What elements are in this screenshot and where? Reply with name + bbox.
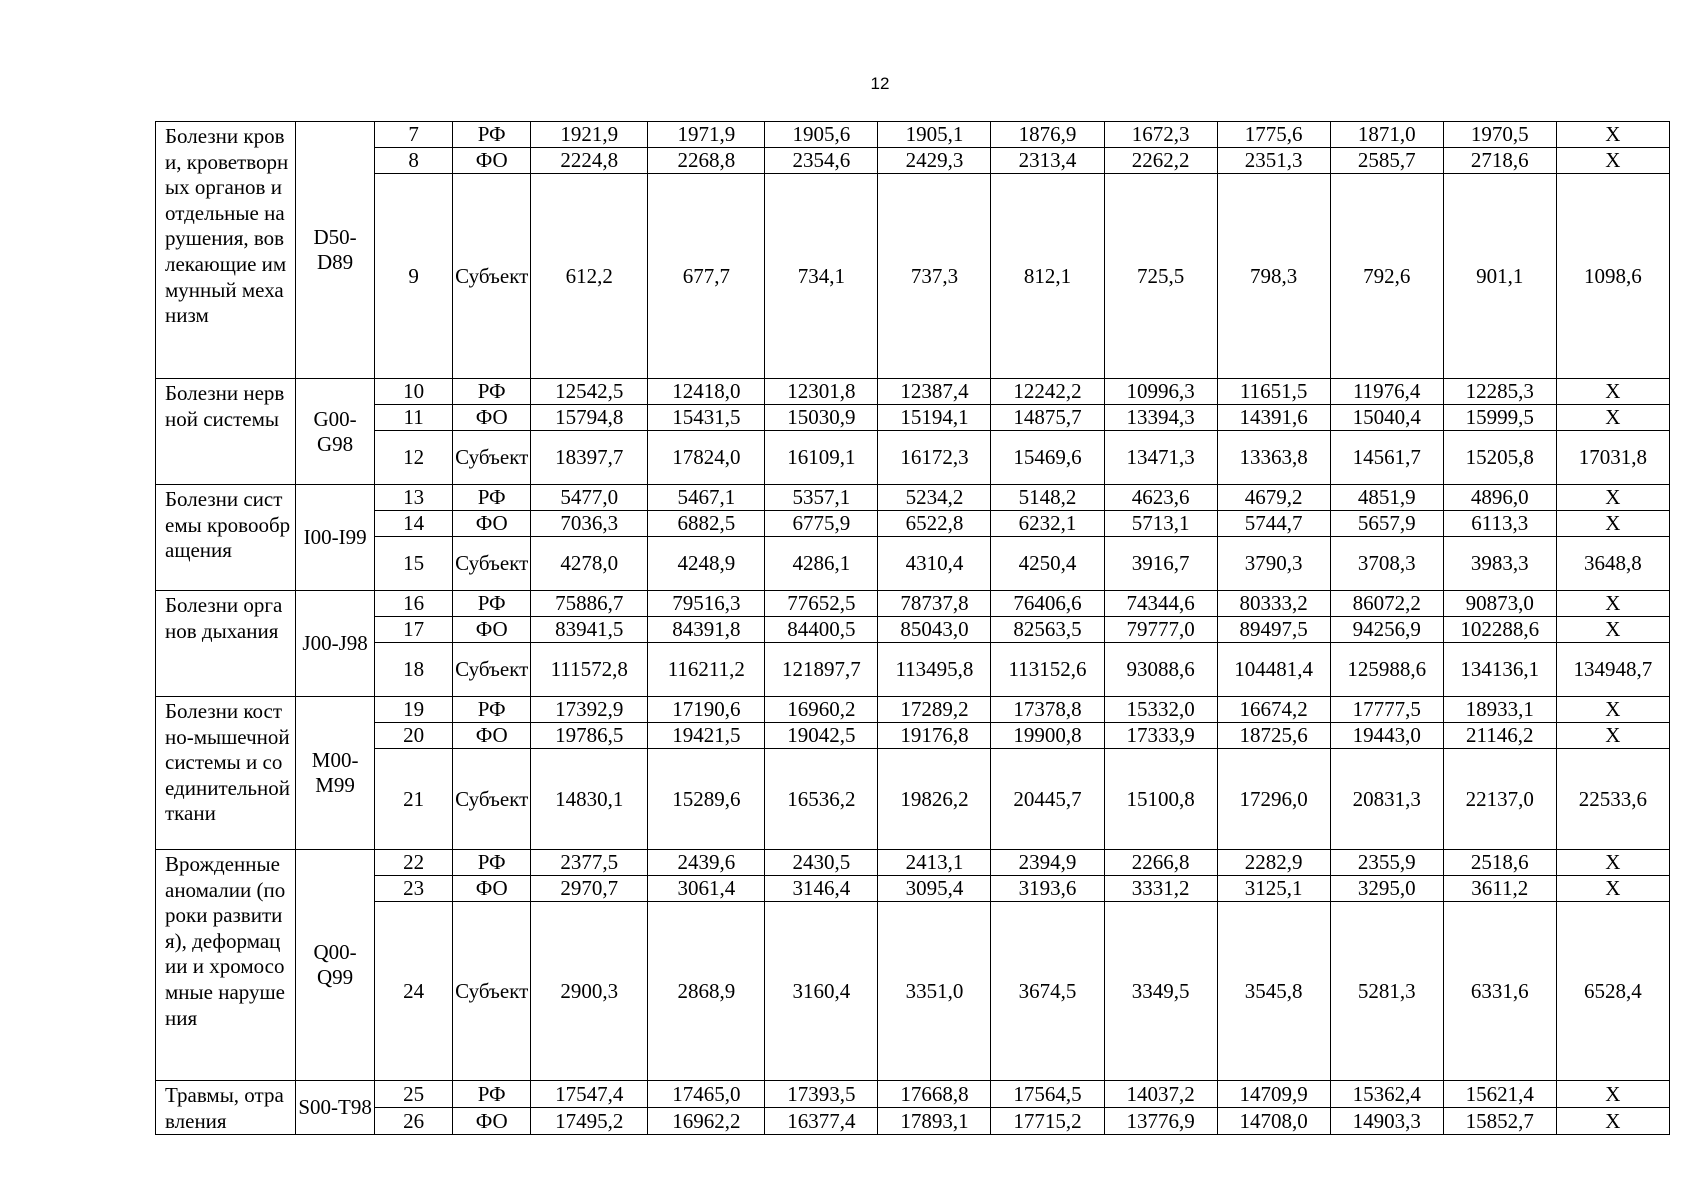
- value-cell: 125988,6: [1330, 643, 1443, 697]
- value-cell: 5357,1: [765, 485, 878, 511]
- value-cell: 17378,8: [991, 697, 1104, 723]
- disease-group-name: Болезни нервной системы: [156, 379, 296, 485]
- value-cell: 82563,5: [991, 617, 1104, 643]
- value-cell: 11651,5: [1217, 379, 1330, 405]
- value-cell: X: [1556, 723, 1669, 749]
- table-row: [156, 643, 1670, 697]
- value-cell: 2718,6: [1443, 148, 1556, 174]
- value-cell: 12285,3: [1443, 379, 1556, 405]
- value-cell: 2585,7: [1330, 148, 1443, 174]
- value-cell: 19786,5: [531, 723, 648, 749]
- value-cell: 12301,8: [765, 379, 878, 405]
- value-cell: 4248,9: [648, 537, 765, 591]
- value-cell: 3674,5: [991, 902, 1104, 1081]
- value-cell: 5657,9: [1330, 511, 1443, 537]
- value-cell: 14830,1: [531, 749, 648, 850]
- value-cell: 812,1: [991, 174, 1104, 379]
- row-number: 16: [375, 591, 453, 617]
- value-cell: 12387,4: [878, 379, 991, 405]
- row-number: 22: [375, 850, 453, 876]
- value-cell: 15030,9: [765, 405, 878, 431]
- value-cell: 901,1: [1443, 174, 1556, 379]
- table-row: [156, 591, 1670, 617]
- territory-level: Субъект: [453, 537, 531, 591]
- value-cell: 134948,7: [1556, 643, 1669, 697]
- value-cell: X: [1556, 876, 1669, 902]
- value-cell: 2354,6: [765, 148, 878, 174]
- value-cell: 17547,4: [531, 1081, 648, 1108]
- value-cell: 116211,2: [648, 643, 765, 697]
- value-cell: 3545,8: [1217, 902, 1330, 1081]
- value-cell: 4851,9: [1330, 485, 1443, 511]
- value-cell: 15621,4: [1443, 1081, 1556, 1108]
- row-number: 15: [375, 537, 453, 591]
- row-number: 10: [375, 379, 453, 405]
- row-number: 23: [375, 876, 453, 902]
- value-cell: 2900,3: [531, 902, 648, 1081]
- value-cell: 6882,5: [648, 511, 765, 537]
- value-cell: 725,5: [1104, 174, 1217, 379]
- value-cell: 1905,6: [765, 122, 878, 148]
- value-cell: 3095,4: [878, 876, 991, 902]
- value-cell: 2351,3: [1217, 148, 1330, 174]
- value-cell: 2430,5: [765, 850, 878, 876]
- disease-group-name: Врожденные аномалии (пороки развития), деформации и хромосомные нарушения: [156, 850, 296, 1081]
- value-cell: 14709,9: [1217, 1081, 1330, 1108]
- value-cell: 12542,5: [531, 379, 648, 405]
- value-cell: 75886,7: [531, 591, 648, 617]
- table-body: [156, 122, 1670, 1135]
- value-cell: X: [1556, 405, 1669, 431]
- value-cell: 2970,7: [531, 876, 648, 902]
- value-cell: 3790,3: [1217, 537, 1330, 591]
- value-cell: 17392,9: [531, 697, 648, 723]
- value-cell: 134136,1: [1443, 643, 1556, 697]
- value-cell: 5477,0: [531, 485, 648, 511]
- value-cell: 2268,8: [648, 148, 765, 174]
- table-row: [156, 174, 1670, 379]
- value-cell: 3983,3: [1443, 537, 1556, 591]
- value-cell: 13363,8: [1217, 431, 1330, 485]
- table-row: [156, 1081, 1670, 1108]
- value-cell: 6331,6: [1443, 902, 1556, 1081]
- value-cell: 6232,1: [991, 511, 1104, 537]
- row-number: 26: [375, 1108, 453, 1135]
- icd-code: M00-M99: [296, 697, 375, 850]
- value-cell: 4278,0: [531, 537, 648, 591]
- value-cell: 17564,5: [991, 1081, 1104, 1108]
- territory-level: ФО: [453, 405, 531, 431]
- value-cell: 15289,6: [648, 749, 765, 850]
- value-cell: 19421,5: [648, 723, 765, 749]
- value-cell: 2224,8: [531, 148, 648, 174]
- value-cell: 17465,0: [648, 1081, 765, 1108]
- value-cell: 17333,9: [1104, 723, 1217, 749]
- value-cell: 19176,8: [878, 723, 991, 749]
- value-cell: 15205,8: [1443, 431, 1556, 485]
- value-cell: 111572,8: [531, 643, 648, 697]
- value-cell: 80333,2: [1217, 591, 1330, 617]
- value-cell: 3295,0: [1330, 876, 1443, 902]
- value-cell: 3125,1: [1217, 876, 1330, 902]
- value-cell: 17289,2: [878, 697, 991, 723]
- value-cell: 5281,3: [1330, 902, 1443, 1081]
- value-cell: 14903,3: [1330, 1108, 1443, 1135]
- value-cell: 2313,4: [991, 148, 1104, 174]
- value-cell: 84391,8: [648, 617, 765, 643]
- value-cell: 798,3: [1217, 174, 1330, 379]
- disease-group-name: Болезни костно-мышечной системы и соединительной ткани: [156, 697, 296, 850]
- table-row: [156, 902, 1670, 1081]
- value-cell: 15794,8: [531, 405, 648, 431]
- value-cell: 2429,3: [878, 148, 991, 174]
- value-cell: 19042,5: [765, 723, 878, 749]
- value-cell: 89497,5: [1217, 617, 1330, 643]
- table-row: [156, 148, 1670, 174]
- value-cell: 612,2: [531, 174, 648, 379]
- value-cell: 15332,0: [1104, 697, 1217, 723]
- value-cell: 16377,4: [765, 1108, 878, 1135]
- value-cell: X: [1556, 122, 1669, 148]
- icd-code: I00-I99: [296, 485, 375, 591]
- icd-code: S00-T98: [296, 1081, 375, 1135]
- value-cell: 15362,4: [1330, 1081, 1443, 1108]
- value-cell: 2282,9: [1217, 850, 1330, 876]
- territory-level: РФ: [453, 485, 531, 511]
- value-cell: 5234,2: [878, 485, 991, 511]
- table-row: [156, 1108, 1670, 1135]
- value-cell: 4896,0: [1443, 485, 1556, 511]
- value-cell: 3708,3: [1330, 537, 1443, 591]
- value-cell: 16674,2: [1217, 697, 1330, 723]
- table-row: [156, 511, 1670, 537]
- value-cell: X: [1556, 485, 1669, 511]
- value-cell: 2377,5: [531, 850, 648, 876]
- territory-level: ФО: [453, 1108, 531, 1135]
- table-row: [156, 405, 1670, 431]
- value-cell: 11976,4: [1330, 379, 1443, 405]
- disease-group-name: Болезни органов дыхания: [156, 591, 296, 697]
- value-cell: 16536,2: [765, 749, 878, 850]
- value-cell: 77652,5: [765, 591, 878, 617]
- value-cell: 2518,6: [1443, 850, 1556, 876]
- territory-level: ФО: [453, 617, 531, 643]
- territory-level: Субъект: [453, 902, 531, 1081]
- value-cell: X: [1556, 591, 1669, 617]
- icd-code: J00-J98: [296, 591, 375, 697]
- value-cell: X: [1556, 617, 1669, 643]
- value-cell: 79516,3: [648, 591, 765, 617]
- value-cell: 17824,0: [648, 431, 765, 485]
- value-cell: X: [1556, 379, 1669, 405]
- territory-level: РФ: [453, 379, 531, 405]
- territory-level: ФО: [453, 723, 531, 749]
- value-cell: 2868,9: [648, 902, 765, 1081]
- disease-group-name: Болезни системы кровообращения: [156, 485, 296, 591]
- value-cell: 15040,4: [1330, 405, 1443, 431]
- value-cell: 1775,6: [1217, 122, 1330, 148]
- value-cell: 14561,7: [1330, 431, 1443, 485]
- value-cell: 1098,6: [1556, 174, 1669, 379]
- value-cell: 94256,9: [1330, 617, 1443, 643]
- row-number: 19: [375, 697, 453, 723]
- row-number: 21: [375, 749, 453, 850]
- value-cell: 20445,7: [991, 749, 1104, 850]
- territory-level: Субъект: [453, 174, 531, 379]
- value-cell: 17777,5: [1330, 697, 1443, 723]
- value-cell: X: [1556, 511, 1669, 537]
- row-number: 13: [375, 485, 453, 511]
- value-cell: 1970,5: [1443, 122, 1556, 148]
- value-cell: 18933,1: [1443, 697, 1556, 723]
- value-cell: 18725,6: [1217, 723, 1330, 749]
- value-cell: 85043,0: [878, 617, 991, 643]
- value-cell: 104481,4: [1217, 643, 1330, 697]
- value-cell: 121897,7: [765, 643, 878, 697]
- value-cell: 13394,3: [1104, 405, 1217, 431]
- row-number: 17: [375, 617, 453, 643]
- value-cell: 3160,4: [765, 902, 878, 1081]
- value-cell: 1672,3: [1104, 122, 1217, 148]
- territory-level: ФО: [453, 876, 531, 902]
- value-cell: 3146,4: [765, 876, 878, 902]
- table-row: [156, 379, 1670, 405]
- table-row: [156, 850, 1670, 876]
- value-cell: 17893,1: [878, 1108, 991, 1135]
- value-cell: 74344,6: [1104, 591, 1217, 617]
- value-cell: 4310,4: [878, 537, 991, 591]
- value-cell: 20831,3: [1330, 749, 1443, 850]
- value-cell: 3611,2: [1443, 876, 1556, 902]
- value-cell: 15469,6: [991, 431, 1104, 485]
- icd-code: D50-D89: [296, 122, 375, 379]
- row-number: 25: [375, 1081, 453, 1108]
- value-cell: 22533,6: [1556, 749, 1669, 850]
- disease-group-name: Болезни крови, кроветворных органов и отдельные нарушения, вовлекающие иммунный механизм: [156, 122, 296, 379]
- value-cell: 17190,6: [648, 697, 765, 723]
- territory-level: Субъект: [453, 643, 531, 697]
- value-cell: 2394,9: [991, 850, 1104, 876]
- value-cell: 14037,2: [1104, 1081, 1217, 1108]
- value-cell: 6113,3: [1443, 511, 1556, 537]
- value-cell: 5467,1: [648, 485, 765, 511]
- value-cell: 734,1: [765, 174, 878, 379]
- value-cell: 6775,9: [765, 511, 878, 537]
- value-cell: 4623,6: [1104, 485, 1217, 511]
- value-cell: 737,3: [878, 174, 991, 379]
- value-cell: 17495,2: [531, 1108, 648, 1135]
- value-cell: 2355,9: [1330, 850, 1443, 876]
- icd-code: Q00-Q99: [296, 850, 375, 1081]
- value-cell: 16960,2: [765, 697, 878, 723]
- value-cell: 19826,2: [878, 749, 991, 850]
- row-number: 18: [375, 643, 453, 697]
- value-cell: 17296,0: [1217, 749, 1330, 850]
- value-cell: 86072,2: [1330, 591, 1443, 617]
- value-cell: 6522,8: [878, 511, 991, 537]
- row-number: 7: [375, 122, 453, 148]
- value-cell: 76406,6: [991, 591, 1104, 617]
- value-cell: 677,7: [648, 174, 765, 379]
- value-cell: 5744,7: [1217, 511, 1330, 537]
- value-cell: 4250,4: [991, 537, 1104, 591]
- value-cell: 3193,6: [991, 876, 1104, 902]
- value-cell: 14708,0: [1217, 1108, 1330, 1135]
- value-cell: 15194,1: [878, 405, 991, 431]
- table-row: [156, 122, 1670, 148]
- value-cell: 90873,0: [1443, 591, 1556, 617]
- table-row: [156, 876, 1670, 902]
- value-cell: 1921,9: [531, 122, 648, 148]
- value-cell: X: [1556, 850, 1669, 876]
- value-cell: 1871,0: [1330, 122, 1443, 148]
- value-cell: 1876,9: [991, 122, 1104, 148]
- value-cell: X: [1556, 1108, 1669, 1135]
- value-cell: 15852,7: [1443, 1108, 1556, 1135]
- value-cell: 7036,3: [531, 511, 648, 537]
- value-cell: 14875,7: [991, 405, 1104, 431]
- value-cell: 4679,2: [1217, 485, 1330, 511]
- territory-level: РФ: [453, 1081, 531, 1108]
- value-cell: 10996,3: [1104, 379, 1217, 405]
- value-cell: 3648,8: [1556, 537, 1669, 591]
- territory-level: РФ: [453, 591, 531, 617]
- value-cell: 5148,2: [991, 485, 1104, 511]
- row-number: 24: [375, 902, 453, 1081]
- table-row: [156, 617, 1670, 643]
- value-cell: 3351,0: [878, 902, 991, 1081]
- value-cell: 4286,1: [765, 537, 878, 591]
- value-cell: 83941,5: [531, 617, 648, 643]
- value-cell: 792,6: [1330, 174, 1443, 379]
- value-cell: 13776,9: [1104, 1108, 1217, 1135]
- value-cell: 6528,4: [1556, 902, 1669, 1081]
- value-cell: 12418,0: [648, 379, 765, 405]
- value-cell: 15431,5: [648, 405, 765, 431]
- value-cell: 22137,0: [1443, 749, 1556, 850]
- morbidity-table: [155, 121, 1670, 1135]
- value-cell: 2439,6: [648, 850, 765, 876]
- table-row: [156, 431, 1670, 485]
- value-cell: 17031,8: [1556, 431, 1669, 485]
- value-cell: 2266,8: [1104, 850, 1217, 876]
- table-row: [156, 723, 1670, 749]
- row-number: 11: [375, 405, 453, 431]
- table-row: [156, 697, 1670, 723]
- row-number: 14: [375, 511, 453, 537]
- value-cell: 15100,8: [1104, 749, 1217, 850]
- territory-level: Субъект: [453, 749, 531, 850]
- value-cell: 18397,7: [531, 431, 648, 485]
- value-cell: 14391,6: [1217, 405, 1330, 431]
- row-number: 8: [375, 148, 453, 174]
- value-cell: 3061,4: [648, 876, 765, 902]
- territory-level: ФО: [453, 511, 531, 537]
- value-cell: 113495,8: [878, 643, 991, 697]
- value-cell: 17715,2: [991, 1108, 1104, 1135]
- territory-level: Субъект: [453, 431, 531, 485]
- value-cell: 78737,8: [878, 591, 991, 617]
- value-cell: 1905,1: [878, 122, 991, 148]
- row-number: 12: [375, 431, 453, 485]
- territory-level: РФ: [453, 122, 531, 148]
- value-cell: 19900,8: [991, 723, 1104, 749]
- disease-group-name: Травмы, отравления: [156, 1081, 296, 1135]
- value-cell: 5713,1: [1104, 511, 1217, 537]
- value-cell: 19443,0: [1330, 723, 1443, 749]
- row-number: 20: [375, 723, 453, 749]
- territory-level: РФ: [453, 697, 531, 723]
- territory-level: ФО: [453, 148, 531, 174]
- icd-code: G00-G98: [296, 379, 375, 485]
- value-cell: 3916,7: [1104, 537, 1217, 591]
- value-cell: 15999,5: [1443, 405, 1556, 431]
- value-cell: 17668,8: [878, 1081, 991, 1108]
- territory-level: РФ: [453, 850, 531, 876]
- value-cell: 13471,3: [1104, 431, 1217, 485]
- value-cell: 1971,9: [648, 122, 765, 148]
- value-cell: 16109,1: [765, 431, 878, 485]
- value-cell: 2413,1: [878, 850, 991, 876]
- value-cell: 113152,6: [991, 643, 1104, 697]
- value-cell: 21146,2: [1443, 723, 1556, 749]
- value-cell: X: [1556, 1081, 1669, 1108]
- value-cell: 102288,6: [1443, 617, 1556, 643]
- value-cell: 12242,2: [991, 379, 1104, 405]
- value-cell: 17393,5: [765, 1081, 878, 1108]
- value-cell: X: [1556, 697, 1669, 723]
- page-number: 12: [870, 74, 890, 93]
- value-cell: 3331,2: [1104, 876, 1217, 902]
- table-row: [156, 749, 1670, 850]
- value-cell: 79777,0: [1104, 617, 1217, 643]
- value-cell: 3349,5: [1104, 902, 1217, 1081]
- value-cell: 2262,2: [1104, 148, 1217, 174]
- table-row: [156, 537, 1670, 591]
- value-cell: 84400,5: [765, 617, 878, 643]
- value-cell: X: [1556, 148, 1669, 174]
- value-cell: 93088,6: [1104, 643, 1217, 697]
- value-cell: 16172,3: [878, 431, 991, 485]
- row-number: 9: [375, 174, 453, 379]
- value-cell: 16962,2: [648, 1108, 765, 1135]
- table-row: [156, 485, 1670, 511]
